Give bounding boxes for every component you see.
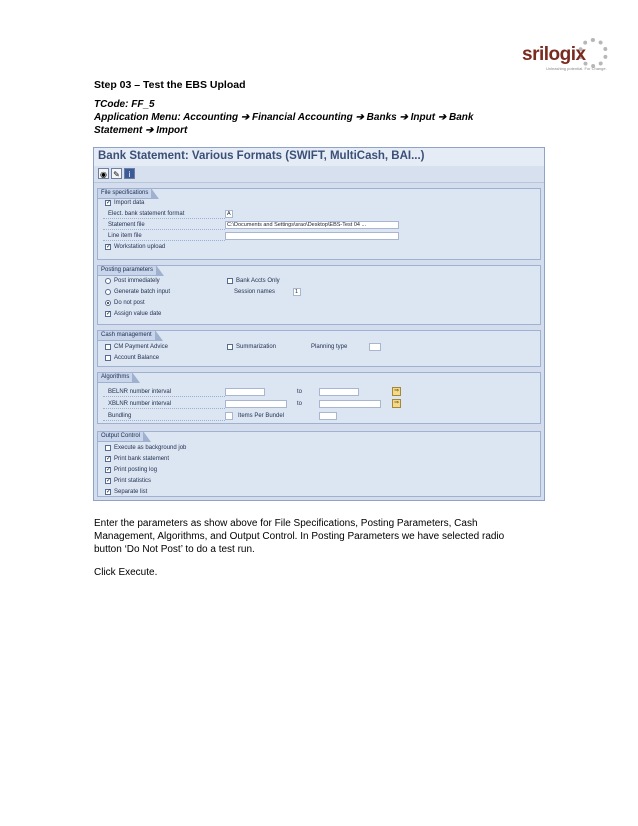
xblnr-from-field[interactable]: [225, 400, 287, 408]
variant-icon[interactable]: ✎: [111, 168, 122, 179]
srilogix-logo: [516, 40, 606, 72]
belnr-label: BELNR number interval: [108, 389, 172, 395]
info-icon[interactable]: i: [124, 168, 135, 179]
print-posting-log-label: Print posting log: [114, 467, 158, 473]
bank-accts-only-checkbox[interactable]: [227, 278, 233, 284]
separate-list-label: Separate list: [114, 489, 148, 495]
sap-screenshot: [93, 147, 545, 501]
group-title: Output Control: [97, 431, 143, 442]
cm-payment-advice-label: CM Payment Advice: [114, 344, 169, 350]
planning-type-field[interactable]: [369, 343, 381, 351]
file-specifications-group: [97, 188, 541, 260]
assign-value-date-checkbox[interactable]: ✓: [106, 311, 112, 317]
belnr-from-field[interactable]: [225, 388, 265, 396]
logo-tagline: Unleashing potential. For Change.: [546, 66, 607, 71]
group-title: Cash management: [97, 330, 155, 341]
sap-title-bar: [94, 148, 544, 167]
format-label: Elect. bank statement format: [108, 211, 185, 217]
line-item-file-field[interactable]: [225, 232, 399, 240]
session-names-field[interactable]: 1: [293, 288, 301, 296]
group-title: File specifications: [97, 188, 151, 199]
xblnr-to-field[interactable]: [319, 400, 381, 408]
step-heading: Step 03 – Test the EBS Upload: [94, 79, 246, 91]
print-bank-statement-checkbox[interactable]: ✓: [106, 456, 112, 462]
separate-list-checkbox[interactable]: ✓: [106, 489, 112, 495]
generate-batch-input-radio[interactable]: [105, 289, 111, 295]
print-bank-statement-label: Print bank statement: [114, 456, 170, 462]
instructions-line-1: Enter the parameters as show above for File Specifications, Posting Parameters, Cash: [94, 518, 478, 529]
execute-background-checkbox[interactable]: [105, 445, 111, 451]
import-data-checkbox[interactable]: ✓: [106, 200, 112, 206]
import-data-label: Import data: [114, 200, 145, 206]
belnr-to-label: to: [297, 389, 303, 395]
line-item-file-label: Line item file: [108, 233, 142, 239]
print-statistics-label: Print statistics: [114, 478, 152, 484]
multiple-selection-icon[interactable]: ⇒: [393, 388, 400, 394]
account-balance-checkbox[interactable]: [105, 355, 111, 361]
bank-accts-only-label: Bank Accts Only: [236, 278, 280, 284]
belnr-to-field[interactable]: [319, 388, 359, 396]
generate-batch-input-label: Generate batch input: [114, 289, 171, 295]
post-immediately-radio[interactable]: [105, 278, 111, 284]
assign-value-date-label: Assign value date: [114, 311, 162, 317]
output-control-group: [97, 431, 541, 497]
print-posting-log-checkbox[interactable]: ✓: [106, 467, 112, 473]
menu-path-line-2: Statement ➔ Import: [94, 125, 188, 136]
post-immediately-label: Post immediately: [114, 278, 160, 284]
session-names-label: Session names: [234, 289, 276, 295]
bundling-field[interactable]: [225, 412, 233, 420]
instructions-line-3: button ‘Do Not Post’ to do a test run.: [94, 544, 255, 555]
execute-background-label: Execute as background job: [114, 445, 187, 451]
logo-name: srilogix: [522, 44, 586, 65]
xblnr-to-label: to: [297, 401, 303, 407]
workstation-upload-checkbox[interactable]: ✓: [106, 244, 112, 250]
items-per-bundle-field[interactable]: [319, 412, 337, 420]
statement-file-field[interactable]: C:\Documents and Settings\srao\Desktop\EBS-Test 04 ...: [225, 221, 399, 229]
format-field[interactable]: A: [225, 210, 233, 218]
sap-toolbar: [94, 166, 544, 183]
planning-type-label: Planning type: [311, 344, 348, 350]
posting-parameters-group: [97, 265, 541, 325]
workstation-upload-label: Workstation upload: [114, 244, 166, 250]
summarization-label: Summarization: [236, 344, 277, 350]
cm-payment-advice-checkbox[interactable]: [105, 344, 111, 350]
group-title: Algorithms: [97, 372, 132, 383]
bundling-label: Bundling: [108, 413, 132, 419]
print-statistics-checkbox[interactable]: ✓: [106, 478, 112, 484]
do-not-post-radio[interactable]: [105, 300, 111, 306]
cash-management-group: [97, 330, 541, 367]
group-title: Posting parameters: [97, 265, 156, 276]
do-not-post-label: Do not post: [114, 300, 145, 306]
account-balance-label: Account Balance: [114, 355, 160, 361]
click-execute-text: Click Execute.: [94, 567, 158, 578]
statement-file-label: Statement file: [108, 222, 145, 228]
instructions-line-2: Management, Algorithms, and Output Control. In Posting Parameters we have selected radio: [94, 531, 505, 542]
execute-icon[interactable]: ◉: [98, 168, 109, 179]
sap-screen-title: Bank Statement: Various Formats (SWIFT, MultiCash, BAI...): [98, 150, 425, 162]
tcode-line: TCode: FF_5: [94, 99, 155, 110]
menu-path-line-1: Application Menu: Accounting ➔ Financial Accounting ➔ Banks ➔ Input ➔ Bank: [94, 112, 474, 123]
summarization-checkbox[interactable]: [227, 344, 233, 350]
multiple-selection-icon[interactable]: ⇒: [393, 400, 400, 406]
xblnr-label: XBLNR number interval: [108, 401, 172, 407]
algorithms-group: [97, 372, 541, 424]
items-per-bundle-label: Items Per Bundel: [238, 413, 285, 419]
